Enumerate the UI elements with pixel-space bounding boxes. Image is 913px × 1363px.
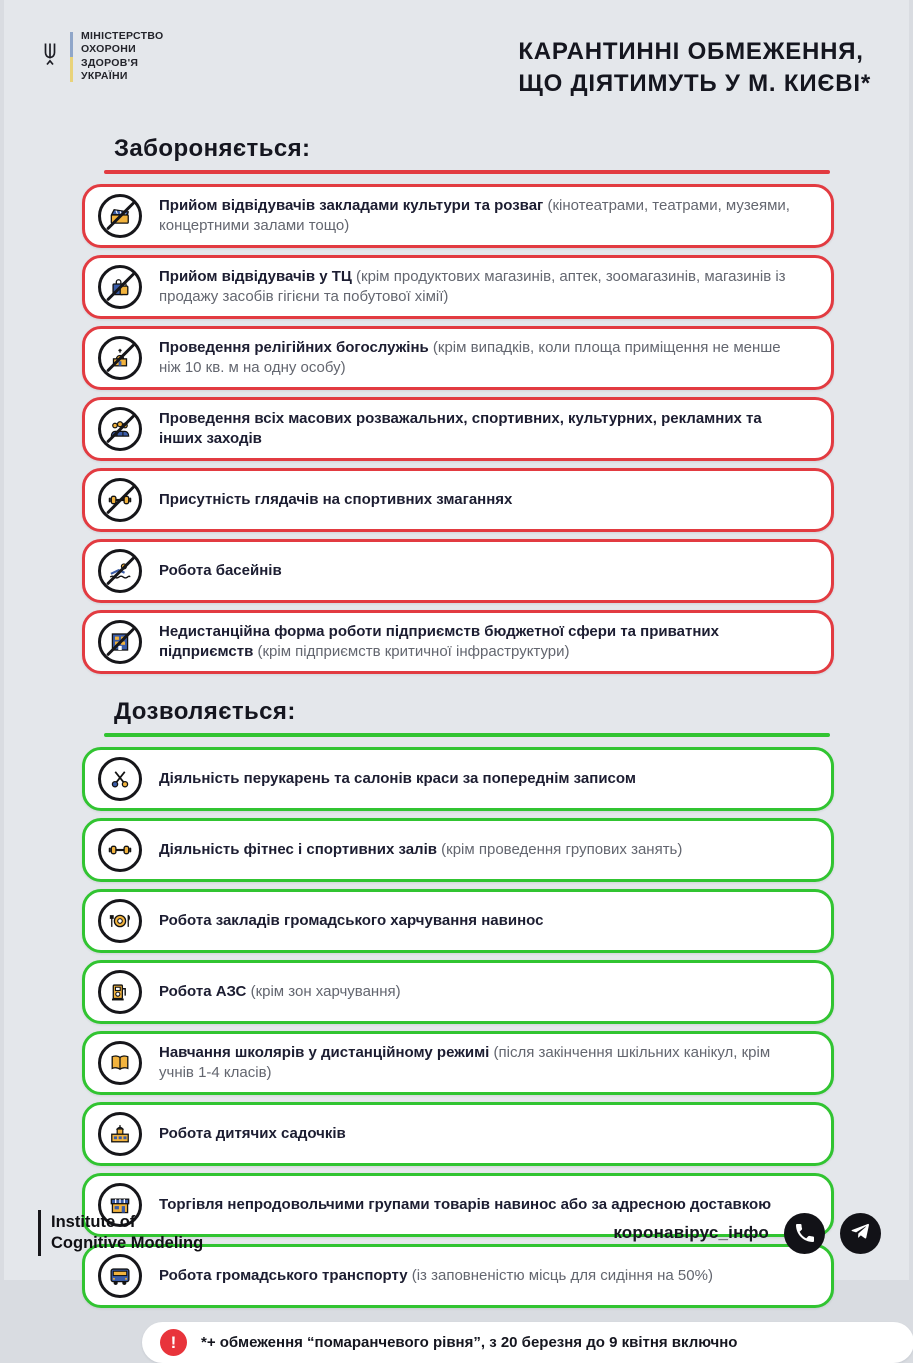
card-text: [159, 840, 682, 860]
card-text: [159, 409, 799, 450]
page-title: КАРАНТИННІ ОБМЕЖЕННЯ, ЩО ДІЯТИМУТЬ У М. КИЄВІ*: [518, 38, 871, 97]
card-detail: (крім проведення групових занять): [441, 841, 683, 859]
card-detail: (крім підприємств критичної інфраструктури): [257, 643, 570, 661]
mall-icon: [98, 265, 142, 309]
channel-name: коронавірус_інфо: [613, 1223, 769, 1242]
card-title: Діяльність перукарень та салонів краси за попереднім записом: [159, 770, 636, 788]
infographic-page: [4, 0, 909, 1352]
restriction-card: [82, 326, 834, 390]
bus-icon: [98, 1254, 142, 1298]
book-icon: [98, 1041, 142, 1085]
ministry-name: МІНІСТЕРСТВО ОХОРОНИ ЗДОРОВ'Я УКРАЇНИ: [81, 30, 164, 83]
card-detail: (крім випадків, коли площа приміщення не менше ніж 10 кв. м на одну особу): [159, 338, 781, 377]
content: [4, 135, 909, 1363]
card-title: Робота АЗС: [159, 983, 247, 1001]
card-text: [159, 267, 799, 308]
card-detail: (крім продуктових магазинів, аптек, зоомагазинів, магазинів із продажу засобів гігієни та побутової хімії): [159, 267, 786, 306]
footnote: [142, 1322, 913, 1363]
card-title: Торгівля непродовольчими групами товарів навинос або за адресною доставкою: [159, 1196, 772, 1214]
viber-icon[interactable]: [784, 1213, 825, 1254]
restriction-card: [82, 889, 834, 953]
prohibited-underline: [104, 170, 830, 174]
plate-icon: [98, 899, 142, 943]
restriction-card: [82, 184, 834, 248]
card-text: [159, 1043, 799, 1084]
card-title: Прийом відвідувачів закладами культури та розваг: [159, 196, 544, 214]
card-title: Діяльність фітнес і спортивних залів: [159, 841, 437, 859]
scissors-icon: [98, 757, 142, 801]
office-icon: [98, 620, 142, 664]
dumbbell-icon: [98, 828, 142, 872]
header: [4, 0, 909, 99]
bottom-bar: [38, 1210, 881, 1256]
card-title: Навчання школярів у дистанційному режимі: [159, 1043, 490, 1061]
card-text: [159, 490, 512, 510]
restriction-card: [82, 397, 834, 461]
flag-divider: [70, 32, 73, 82]
card-title: Прийом відвідувачів у ТЦ: [159, 267, 352, 285]
restriction-card: [82, 818, 834, 882]
kindergarten-icon: [98, 1112, 142, 1156]
restriction-card: [82, 539, 834, 603]
footnote-text: *+ обмеження “помаранчевого рівня”, з 20 березня до 9 квітня включно: [201, 1334, 738, 1352]
crowd-icon: [98, 407, 142, 451]
swimmer-icon: [98, 549, 142, 593]
card-text: [159, 338, 799, 379]
card-text: [159, 196, 799, 237]
card-text: [159, 911, 543, 931]
org-divider: [38, 1210, 41, 1256]
restriction-card: [82, 1031, 834, 1095]
prohibited-list: [82, 184, 834, 674]
org-name: Institute of Cognitive Modeling: [51, 1213, 204, 1252]
card-title: Присутність глядачів на спортивних змаганнях: [159, 491, 513, 509]
card-text: [159, 1266, 713, 1286]
card-text: [159, 769, 636, 789]
ministry-logo: [38, 30, 163, 84]
allowed-underline: [104, 733, 830, 737]
channel-block: [613, 1213, 881, 1254]
card-text: [159, 622, 799, 663]
card-detail: (після закінчення шкільних канікул, крім учнів 1-4 класів): [159, 1043, 771, 1082]
restriction-card: [82, 610, 834, 674]
church-icon: [98, 336, 142, 380]
card-text: [159, 561, 282, 581]
card-title: Робота дитячих садочків: [159, 1125, 346, 1143]
telegram-icon[interactable]: [840, 1213, 881, 1254]
card-title: Робота басейнів: [159, 562, 282, 580]
dumbbell-icon: [98, 478, 142, 522]
card-detail: (кінотеатрами, театрами, музеями, концертними залами тощо): [159, 196, 790, 235]
card-detail: (із заповненістю місць для сидіння на 50%): [411, 1267, 713, 1285]
restriction-card: [82, 960, 834, 1024]
restriction-card: [82, 255, 834, 319]
card-detail: (крім зон харчування): [250, 983, 401, 1001]
fuel-icon: [98, 970, 142, 1014]
trident-icon: [38, 40, 62, 73]
restriction-card: [82, 468, 834, 532]
restriction-card: [82, 1102, 834, 1166]
prohibited-heading: Забороняється:: [114, 135, 311, 163]
card-text: [159, 982, 401, 1002]
card-title: Робота закладів громадського харчування навинос: [159, 912, 544, 930]
cinema-icon: [98, 194, 142, 238]
card-title: Робота громадського транспорту: [159, 1267, 408, 1285]
card-title: Проведення всіх масових розважальних, спортивних, культурних, рекламних та інших заходів: [159, 409, 762, 448]
card-title: Проведення релігійних богослужінь: [159, 338, 429, 356]
warning-icon: !: [160, 1329, 187, 1356]
card-text: [159, 1124, 346, 1144]
allowed-heading: Дозволяється:: [114, 698, 296, 726]
restriction-card: [82, 747, 834, 811]
card-title: Недистанційна форма роботи підприємств бюджетної сфери та приватних підприємств: [159, 622, 719, 661]
org-logo: [38, 1210, 203, 1256]
